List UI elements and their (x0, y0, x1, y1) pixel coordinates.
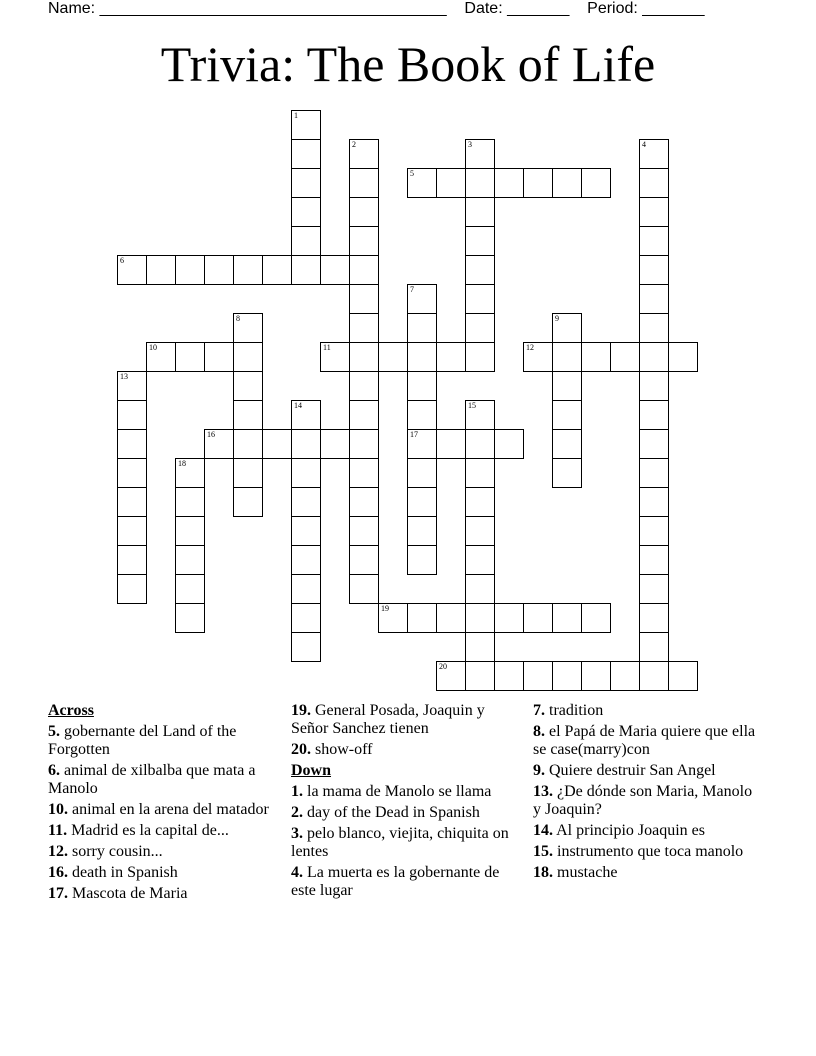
grid-cell[interactable] (175, 603, 205, 633)
clue-across-19: 19. General Posada, Joaquin y Señor Sanchez tienen (291, 702, 485, 737)
grid-cell[interactable] (117, 429, 147, 459)
grid-cell[interactable] (639, 661, 669, 691)
clue-down-14: 14. Al principio Joaquin es (533, 822, 705, 839)
grid-cell[interactable] (291, 487, 321, 517)
grid-cell[interactable] (581, 603, 611, 633)
grid-cell[interactable] (291, 139, 321, 169)
grid-cell[interactable] (639, 603, 669, 633)
clue-number-5: 5 (410, 168, 414, 178)
grid-cell[interactable] (639, 313, 669, 343)
clue-number-19: 19 (381, 603, 389, 613)
grid-cell[interactable] (117, 574, 147, 604)
grid-cell[interactable] (465, 226, 495, 256)
grid-cell[interactable] (349, 197, 379, 227)
clue-number-10: 10 (149, 342, 157, 352)
grid-cell[interactable] (407, 458, 437, 488)
grid-cell[interactable] (639, 168, 669, 198)
grid-cell[interactable] (349, 487, 379, 517)
clue-across-12: 12. sorry cousin... (48, 843, 163, 860)
grid-cell[interactable] (639, 516, 669, 546)
grid-cell[interactable] (175, 545, 205, 575)
grid-cell[interactable] (146, 255, 176, 285)
grid-cell[interactable] (407, 429, 437, 459)
grid-cell[interactable] (320, 429, 350, 459)
grid-cell[interactable] (349, 168, 379, 198)
grid-cell[interactable] (349, 458, 379, 488)
grid-cell[interactable] (465, 545, 495, 575)
grid-cell[interactable] (407, 400, 437, 430)
grid-cell[interactable] (117, 458, 147, 488)
grid-cell[interactable] (581, 661, 611, 691)
grid-cell[interactable] (668, 661, 698, 691)
grid-cell[interactable] (175, 342, 205, 372)
grid-cell[interactable] (552, 313, 582, 343)
grid-cell[interactable] (407, 487, 437, 517)
grid-cell[interactable] (465, 429, 495, 459)
grid-cell[interactable] (494, 661, 524, 691)
grid-cell[interactable] (494, 603, 524, 633)
grid-cell[interactable] (407, 545, 437, 575)
grid-cell[interactable] (552, 400, 582, 430)
grid-cell[interactable] (349, 226, 379, 256)
clues-column-1 (48, 702, 273, 906)
clue-down-1: 1. la mama de Manolo se llama (291, 783, 492, 800)
clue-across-10: 10. animal en la arena del matador (48, 801, 269, 818)
grid-cell[interactable] (639, 574, 669, 604)
clue-across-16: 16. death in Spanish (48, 864, 178, 881)
grid-cell[interactable] (639, 284, 669, 314)
grid-cell[interactable] (204, 429, 234, 459)
grid-cell[interactable] (552, 429, 582, 459)
clue-down-13: 13. ¿De dónde son Maria, Manolo y Joaquin? (533, 783, 753, 818)
grid-cell[interactable] (552, 661, 582, 691)
down-heading: Down (291, 762, 332, 779)
grid-cell[interactable] (407, 284, 437, 314)
grid-cell[interactable] (233, 255, 263, 285)
clue-number-16: 16 (207, 429, 215, 439)
grid-cell[interactable] (465, 458, 495, 488)
grid-cell[interactable] (233, 342, 263, 372)
grid-cell[interactable] (639, 487, 669, 517)
grid-cell[interactable] (291, 255, 321, 285)
grid-cell[interactable] (291, 632, 321, 662)
clue-down-7: 7. tradition (533, 702, 604, 719)
grid-cell[interactable] (465, 632, 495, 662)
clue-down-3: 3. pelo blanco, viejita, chiquita on lentes (291, 825, 509, 860)
grid-cell[interactable] (639, 371, 669, 401)
clue-number-18: 18 (178, 458, 186, 468)
grid-cell[interactable] (465, 342, 495, 372)
grid-cell[interactable] (436, 603, 466, 633)
grid-cell[interactable] (465, 313, 495, 343)
grid-cell[interactable] (175, 574, 205, 604)
clue-number-3: 3 (468, 139, 472, 149)
grid-cell[interactable] (291, 603, 321, 633)
grid-cell[interactable] (291, 429, 321, 459)
page-title: Trivia: The Book of Life (160, 36, 656, 92)
grid-cell[interactable] (494, 168, 524, 198)
grid-cell[interactable] (494, 429, 524, 459)
grid-cell[interactable] (552, 603, 582, 633)
grid-cell[interactable] (378, 342, 408, 372)
grid-cell[interactable] (465, 284, 495, 314)
grid-cell[interactable] (262, 429, 292, 459)
grid-cell[interactable] (639, 429, 669, 459)
grid-cell[interactable] (465, 487, 495, 517)
grid-cell[interactable] (465, 139, 495, 169)
across-heading: Across (48, 702, 94, 719)
clue-number-7: 7 (410, 284, 414, 294)
grid-cell[interactable] (465, 603, 495, 633)
grid-cell[interactable] (117, 255, 147, 285)
grid-cell[interactable] (407, 603, 437, 633)
grid-cell[interactable] (349, 574, 379, 604)
grid-cell[interactable] (233, 487, 263, 517)
grid-cell[interactable] (175, 255, 205, 285)
grid-cell[interactable] (523, 168, 553, 198)
grid-cell[interactable] (465, 197, 495, 227)
grid-cell[interactable] (465, 168, 495, 198)
grid-cell[interactable] (465, 400, 495, 430)
grid-cell[interactable] (291, 168, 321, 198)
grid-cell[interactable] (320, 255, 350, 285)
grid-cell[interactable] (407, 516, 437, 546)
grid-cell[interactable] (204, 342, 234, 372)
grid-cell[interactable] (117, 487, 147, 517)
grid-cell[interactable] (117, 400, 147, 430)
clue-across-5: 5. gobernante del Land of the Forgotten (48, 723, 237, 758)
clue-number-20: 20 (439, 661, 447, 671)
grid-cell[interactable] (639, 342, 669, 372)
grid-cell[interactable] (552, 371, 582, 401)
grid-cell[interactable] (436, 429, 466, 459)
grid-cell[interactable] (465, 574, 495, 604)
grid-cell[interactable] (291, 545, 321, 575)
clue-number-2: 2 (352, 139, 356, 149)
grid-cell[interactable] (639, 632, 669, 662)
grid-cell[interactable] (349, 516, 379, 546)
grid-cell[interactable] (291, 226, 321, 256)
grid-cell[interactable] (639, 545, 669, 575)
clue-down-9: 9. Quiere destruir San Angel (533, 762, 716, 779)
grid-cell[interactable] (291, 197, 321, 227)
grid-cell[interactable] (581, 168, 611, 198)
clue-across-11: 11. Madrid es la capital de... (48, 822, 229, 839)
grid-cell[interactable] (291, 110, 321, 140)
grid-cell[interactable] (465, 516, 495, 546)
grid-cell[interactable] (581, 342, 611, 372)
clue-number-6: 6 (120, 255, 124, 265)
grid-cell[interactable] (523, 603, 553, 633)
clue-number-14: 14 (294, 400, 302, 410)
clue-number-1: 1 (294, 110, 298, 120)
grid-cell[interactable] (349, 313, 379, 343)
clue-down-8: 8. el Papá de Maria quiere que ella se case(marry)con (533, 723, 756, 758)
grid-cell[interactable] (610, 661, 640, 691)
grid-cell[interactable] (523, 342, 553, 372)
grid-cell[interactable] (233, 400, 263, 430)
grid-cell[interactable] (204, 255, 234, 285)
grid-cell[interactable] (349, 545, 379, 575)
grid-cell[interactable] (436, 661, 466, 691)
clue-number-17: 17 (410, 429, 418, 439)
grid-cell[interactable] (465, 255, 495, 285)
grid-cell[interactable] (349, 255, 379, 285)
clue-number-9: 9 (555, 313, 559, 323)
grid-cell[interactable] (291, 400, 321, 430)
grid-cell[interactable] (117, 371, 147, 401)
clue-number-13: 13 (120, 371, 128, 381)
grid-cell[interactable] (291, 458, 321, 488)
grid-cell[interactable] (349, 400, 379, 430)
grid-cell[interactable] (407, 371, 437, 401)
grid-cell[interactable] (233, 371, 263, 401)
grid-cell[interactable] (639, 197, 669, 227)
grid-cell[interactable] (639, 400, 669, 430)
clue-number-4: 4 (642, 139, 646, 149)
grid-cell[interactable] (233, 429, 263, 459)
grid-cell[interactable] (552, 458, 582, 488)
grid-cell[interactable] (639, 139, 669, 169)
grid-cell[interactable] (349, 371, 379, 401)
grid-cell[interactable] (639, 458, 669, 488)
grid-cell[interactable] (436, 168, 466, 198)
grid-cell[interactable] (668, 342, 698, 372)
grid-cell[interactable] (233, 313, 263, 343)
clue-down-2: 2. day of the Dead in Spanish (291, 804, 480, 821)
grid-cell[interactable] (639, 226, 669, 256)
grid-cell[interactable] (465, 661, 495, 691)
clue-number-15: 15 (468, 400, 476, 410)
grid-cell[interactable] (523, 661, 553, 691)
clue-across-20: 20. show-off (291, 741, 373, 758)
grid-cell[interactable] (175, 458, 205, 488)
clues-column-2 (291, 702, 516, 903)
name-date-period-line: Name: _______________________________________ Date: _______ Period: _______ (48, 0, 705, 17)
grid-cell[interactable] (117, 516, 147, 546)
grid-cell[interactable] (349, 284, 379, 314)
clue-number-8: 8 (236, 313, 240, 323)
grid-cell[interactable] (320, 342, 350, 372)
clue-number-12: 12 (526, 342, 534, 352)
grid-cell[interactable] (291, 574, 321, 604)
grid-cell[interactable] (233, 458, 263, 488)
clue-down-4: 4. La muerta es la gobernante de este lugar (291, 864, 500, 899)
grid-cell[interactable] (175, 487, 205, 517)
grid-cell[interactable] (436, 342, 466, 372)
clues-column-3 (533, 702, 758, 885)
clue-across-17: 17. Mascota de Maria (48, 885, 188, 902)
grid-cell[interactable] (407, 313, 437, 343)
grid-cell[interactable] (552, 168, 582, 198)
grid-cell[interactable] (349, 139, 379, 169)
grid-cell[interactable] (378, 603, 408, 633)
grid-cell[interactable] (291, 516, 321, 546)
grid-cell[interactable] (407, 168, 437, 198)
grid-cell[interactable] (407, 342, 437, 372)
grid-cell[interactable] (349, 342, 379, 372)
grid-cell[interactable] (639, 255, 669, 285)
grid-cell[interactable] (146, 342, 176, 372)
grid-cell[interactable] (262, 255, 292, 285)
grid-cell[interactable] (552, 342, 582, 372)
clue-across-6: 6. animal de xilbalba que mata a Manolo (48, 762, 256, 797)
clue-down-18: 18. mustache (533, 864, 618, 881)
clue-down-15: 15. instrumento que toca manolo (533, 843, 744, 860)
clue-number-11: 11 (323, 342, 331, 352)
grid-cell[interactable] (175, 516, 205, 546)
grid-cell[interactable] (117, 545, 147, 575)
grid-cell[interactable] (349, 429, 379, 459)
grid-cell[interactable] (610, 342, 640, 372)
